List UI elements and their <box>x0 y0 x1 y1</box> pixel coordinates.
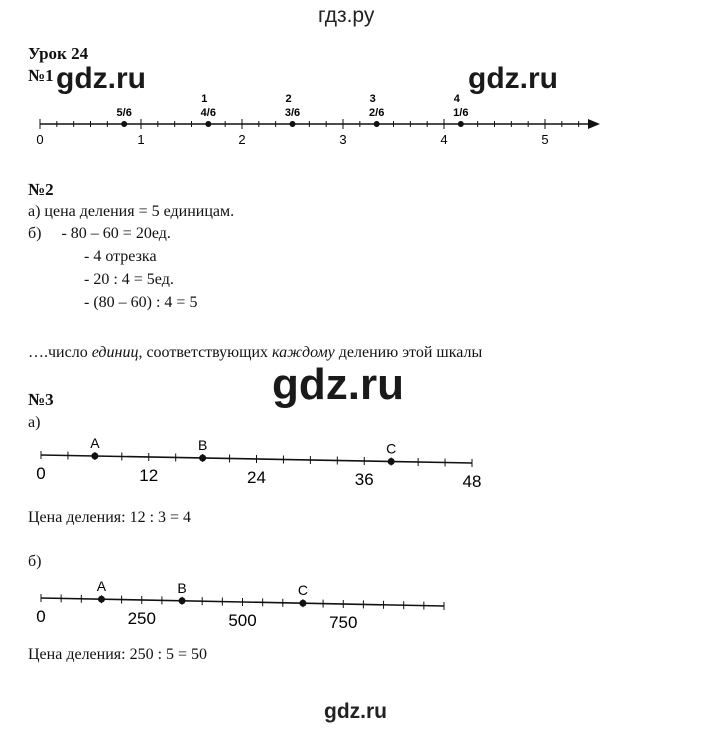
point-label: C <box>386 440 397 457</box>
task1-fraction-label: 2/6 <box>369 107 385 119</box>
definition-mid: , соответствующих <box>138 344 273 361</box>
point-label: A <box>90 435 100 451</box>
task2-line-b3: - 20 : 4 = 5ед. <box>84 271 174 288</box>
task1-axis-label: 5 <box>541 132 549 147</box>
task2-line-b1: б) - 80 – 60 = 20ед. <box>28 225 171 242</box>
axis-label: 24 <box>247 468 266 487</box>
task3a-answer: Цена деления: 12 : 3 = 4 <box>28 509 192 526</box>
task1-whole-label: 3 <box>369 93 376 105</box>
header-watermark: гдз.ру <box>318 4 375 27</box>
axis-label: 0 <box>36 464 46 483</box>
task1-axis-label: 3 <box>339 132 347 147</box>
task1-fraction-label: 1/6 <box>453 107 469 119</box>
axis-label: 12 <box>139 466 159 485</box>
lesson-title: Урок 24 <box>28 44 89 63</box>
axis-label: 0 <box>36 607 46 626</box>
watermark-2: gdz.ru <box>468 62 558 95</box>
task1-axis-label: 4 <box>440 132 448 147</box>
task1-axis-label: 0 <box>36 132 44 147</box>
watermark-3: gdz.ru <box>272 360 404 409</box>
task1-point <box>374 121 380 127</box>
point-a <box>91 453 98 460</box>
footer-watermark: gdz.ru <box>324 700 387 723</box>
task1-axis-label: 1 <box>137 132 145 147</box>
task2-line-a: а) цена деления = 5 единицам. <box>28 203 235 220</box>
axis-label: 250 <box>127 609 156 628</box>
definition-em-units: единиц <box>91 344 139 361</box>
task2-definition <box>28 343 482 363</box>
task1-whole-label: 1 <box>201 93 208 105</box>
task1-number-line <box>0 80 720 150</box>
task3a-number-line <box>0 430 720 500</box>
task3-label: №3 <box>28 390 54 409</box>
point-b <box>199 455 206 462</box>
task3b-label: б) <box>28 553 42 570</box>
definition-prefix: ….число <box>28 344 92 361</box>
point-b <box>179 597 186 604</box>
task2-line-b4: - (80 – 60) : 4 = 5 <box>84 294 198 311</box>
point-c <box>299 600 306 607</box>
axis-label: 36 <box>354 470 374 489</box>
task2-line-b2: - 4 отрезка <box>84 248 157 265</box>
point-c <box>388 458 395 465</box>
task1-point <box>458 121 464 127</box>
task1-point <box>205 121 211 127</box>
task1-point <box>121 121 127 127</box>
task3a-label: а) <box>28 414 41 431</box>
definition-em-each: каждому <box>272 344 335 361</box>
task1-fraction-label: 3/6 <box>284 107 301 119</box>
task1-label: №1 <box>28 66 54 85</box>
task1-whole-label: 2 <box>285 93 292 105</box>
point-a <box>98 596 105 603</box>
task1-whole-label: 4 <box>453 93 460 105</box>
point-label: C <box>297 582 309 599</box>
definition-suffix: делению этой шкалы <box>334 344 483 361</box>
task2-label: №2 <box>28 180 54 199</box>
task3b-number-line <box>0 570 720 640</box>
task3b-answer: Цена деления: 250 : 5 = 50 <box>28 646 208 663</box>
task1-point <box>290 121 296 127</box>
task1-axis-label: 2 <box>238 132 246 147</box>
point-label: A <box>96 578 107 595</box>
axis-label: 750 <box>329 613 358 632</box>
axis-label: 48 <box>462 472 482 491</box>
watermark-1: gdz.ru <box>56 62 146 95</box>
point-label: B <box>197 437 208 453</box>
point-label: B <box>177 579 187 596</box>
task1-fraction-label: 4/6 <box>200 107 216 119</box>
task1-fraction-label: 5/6 <box>116 107 132 119</box>
axis-label: 500 <box>228 611 257 630</box>
